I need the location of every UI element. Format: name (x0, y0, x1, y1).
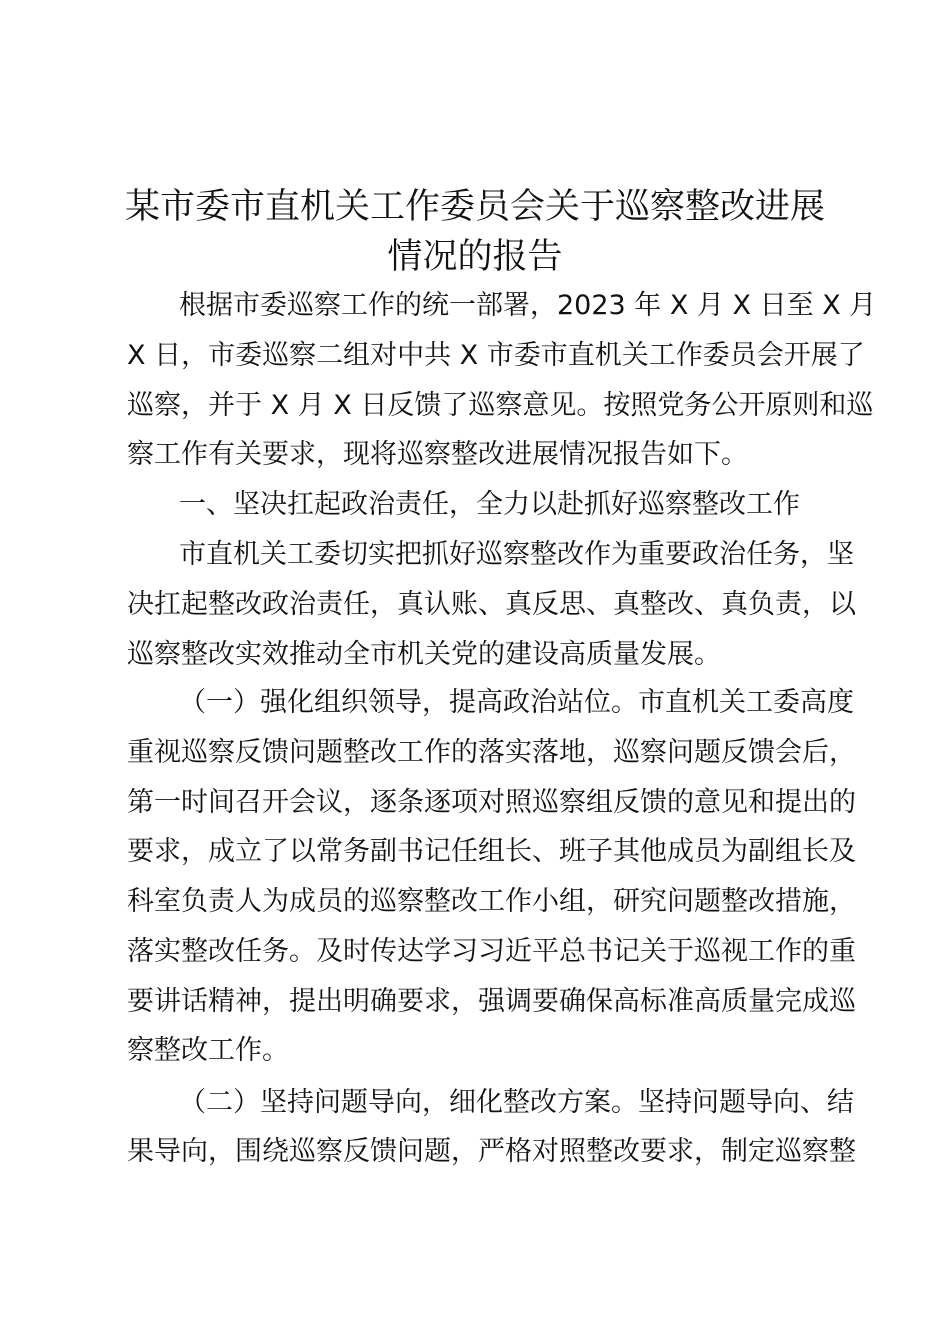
paragraph-section1-line: 巡察整改实效推动全市机关党的建设高质量发展。 (127, 639, 721, 670)
paragraph-subsection1-line: 要求，成立了以常务副书记任组长、班子其他成员为副组长及 (127, 836, 856, 867)
paragraph-subsection1-line: 察整改工作。 (127, 1035, 289, 1066)
document-title-line-2: 情况的报告 (387, 237, 563, 277)
paragraph-subsection2-line: 果导向，围绕巡察反馈问题，严格对照整改要求，制定巡察整 (127, 1136, 856, 1167)
paragraph-subsection2-line: （二）坚持问题导向，细化整改方案。坚持问题导向、结 (179, 1087, 854, 1118)
paragraph-subsection1-line: 重视巡察反馈问题整改工作的落实落地，巡察问题反馈会后， (127, 737, 856, 768)
paragraph-subsection1-line: 要讲话精神，提出明确要求，强调要确保高标准高质量完成巡 (127, 986, 856, 1017)
paragraph-section1-line: 决扛起整改政治责任，真认账、真反思、真整改、真负责，以 (127, 589, 856, 620)
paragraph-intro-line: X 日，市委巡察二组对中共 X 市委市直机关工作委员会开展了 (127, 340, 865, 371)
paragraph-intro-line: 察工作有关要求，现将巡察整改进展情况报告如下。 (127, 439, 748, 470)
paragraph-subsection1-line: 落实整改任务。及时传达学习习近平总书记关于巡视工作的重 (127, 936, 856, 967)
paragraph-subsection1-line: （一）强化组织领导，提高政治站位。市直机关工委高度 (179, 687, 854, 718)
paragraph-subsection1-line: 科室负责人为成员的巡察整改工作小组，研究问题整改措施， (127, 886, 856, 917)
paragraph-intro-line: 巡察，并于 X 月 X 日反馈了巡察意见。按照党务公开原则和巡 (127, 390, 874, 421)
document-title-line-1: 某市委市直机关工作委员会关于巡察整改进展 (124, 187, 825, 227)
section-heading-1: 一、坚决扛起政治责任，全力以赴抓好巡察整改工作 (179, 489, 800, 520)
paragraph-intro-line: 根据市委巡察工作的统一部署，2023 年 X 月 X 日至 X 月 (179, 290, 877, 321)
paragraph-section1-line: 市直机关工委切实把抓好巡察整改作为重要政治任务，坚 (179, 539, 854, 570)
paragraph-subsection1-line: 第一时间召开会议，逐条逐项对照巡察组反馈的意见和提出的 (127, 787, 856, 818)
